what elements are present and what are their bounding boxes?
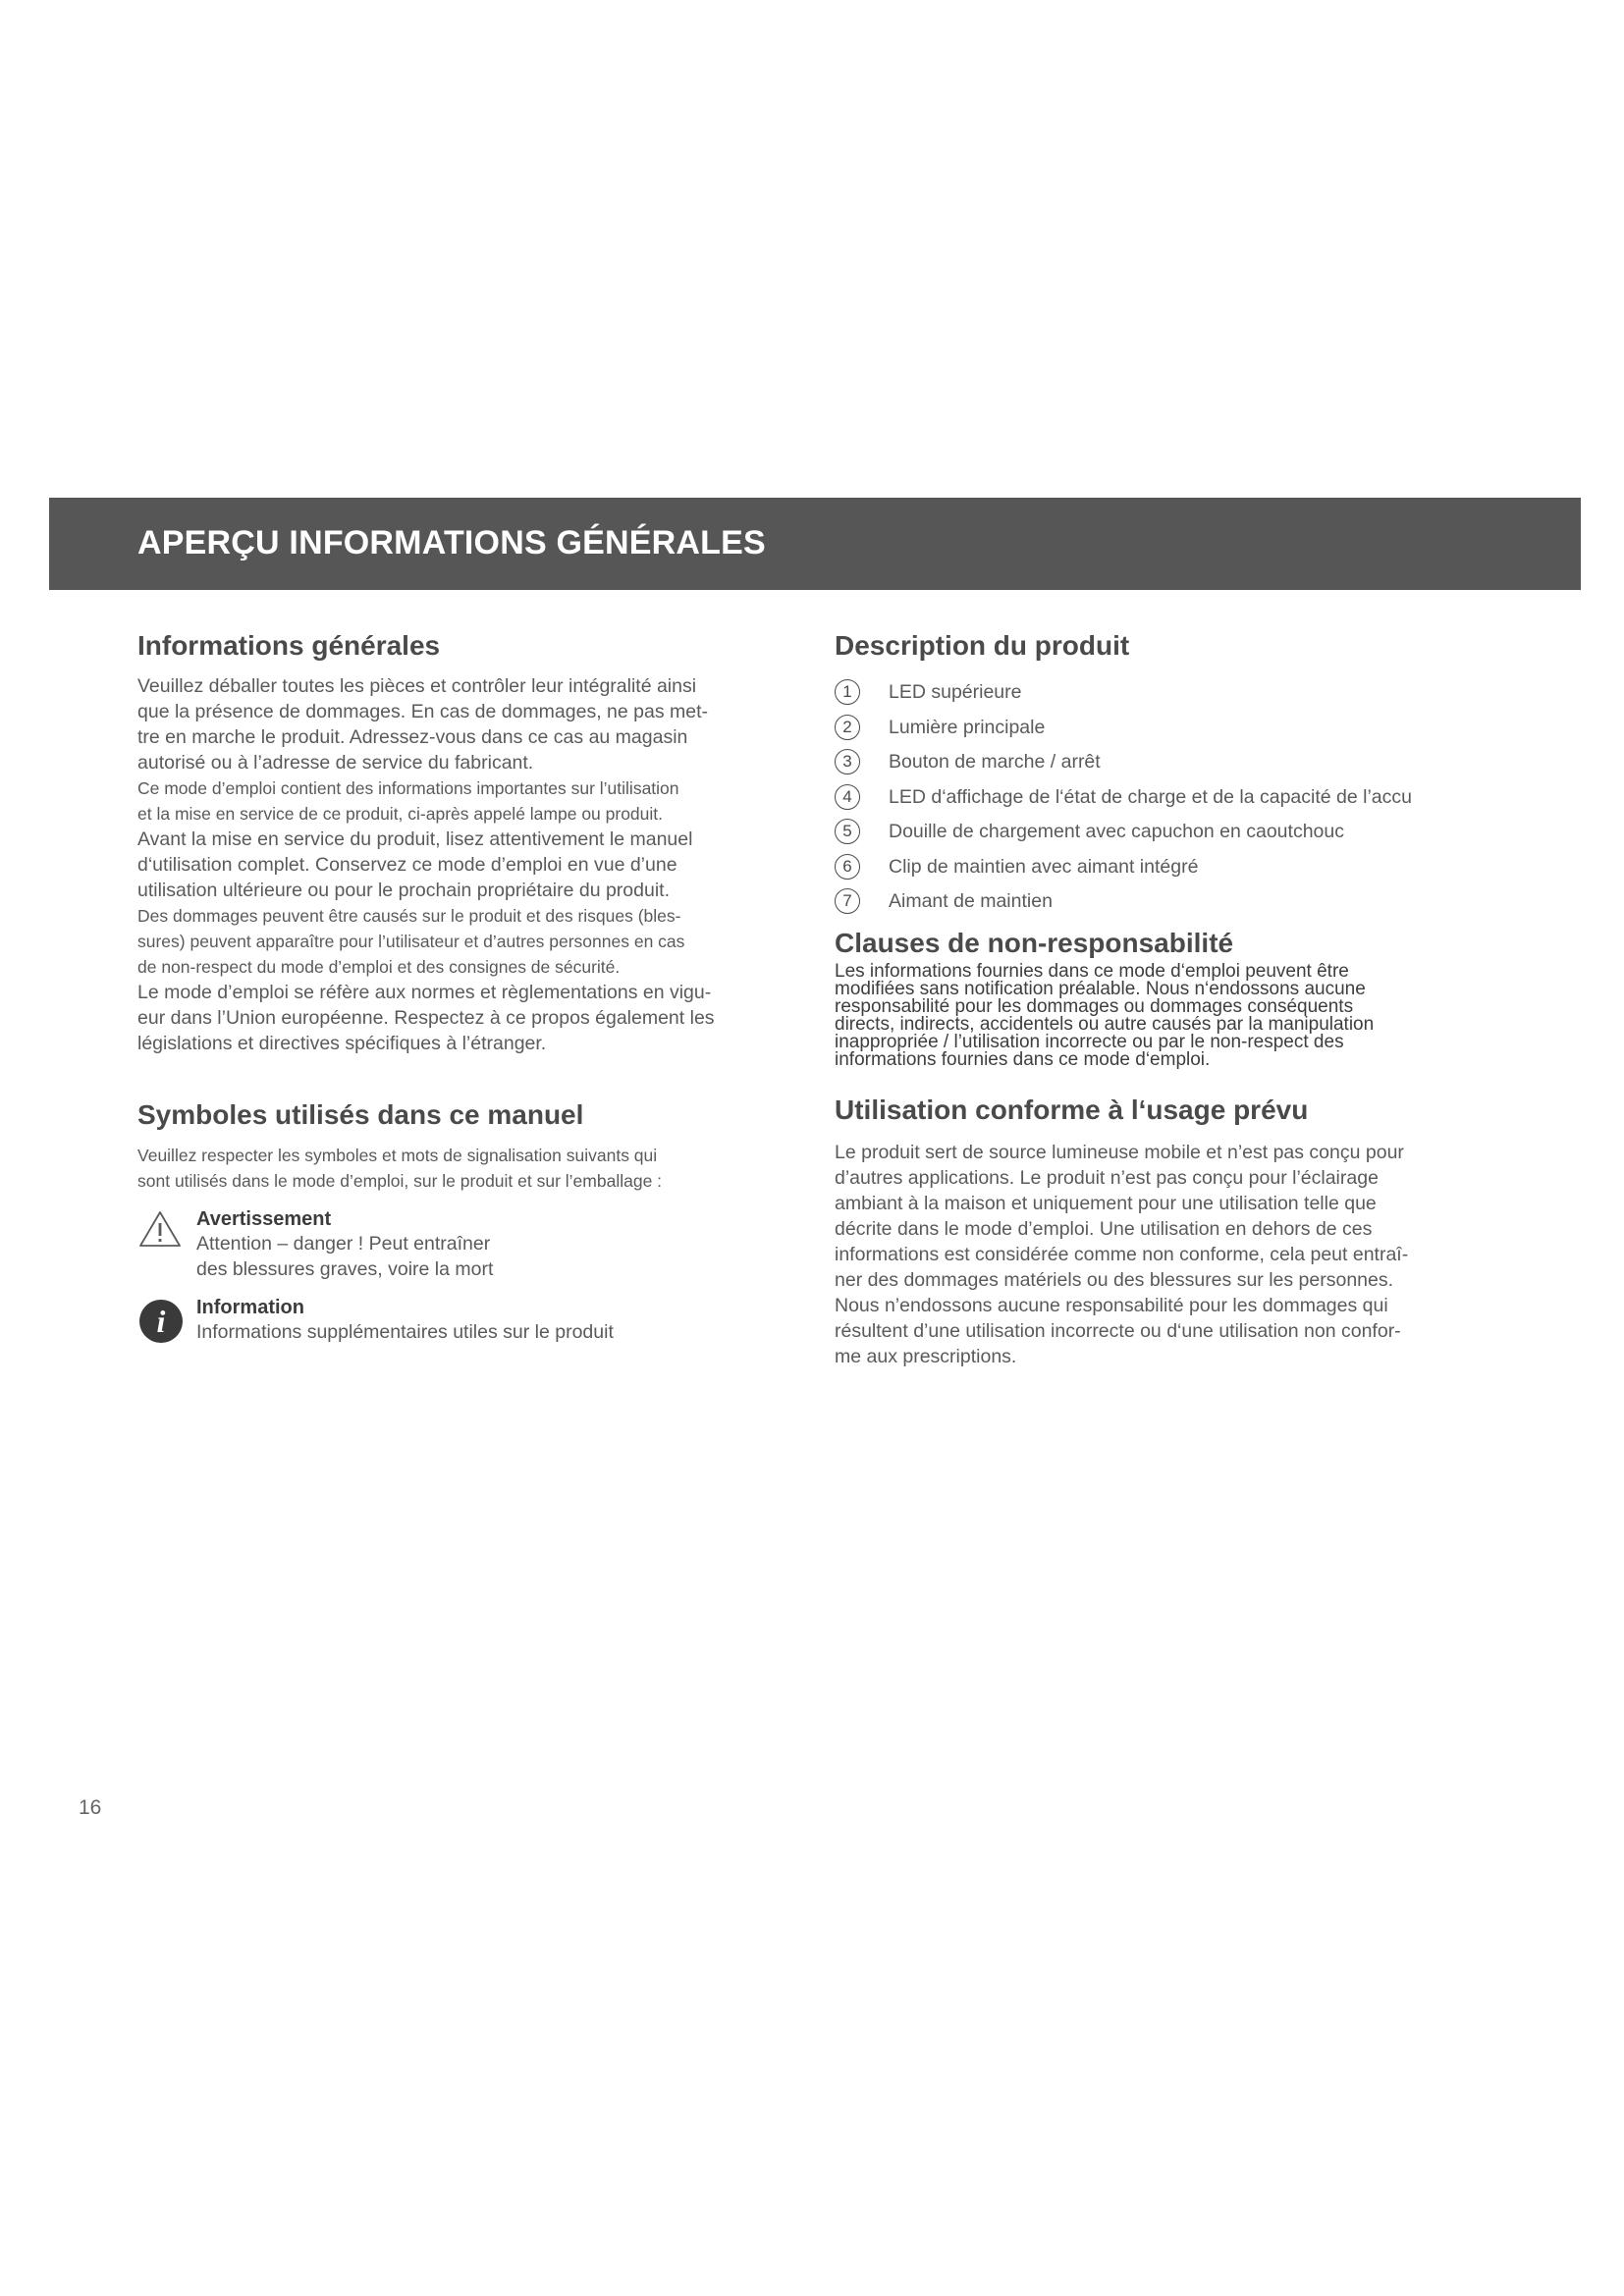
- list-item: [835, 675, 1492, 711]
- disclaimer-section: [835, 924, 1492, 1069]
- information-text: Informations supplémentaires utiles sur le produit: [196, 1321, 614, 1343]
- page-number: 16: [79, 1796, 102, 1819]
- number-circle: 4: [835, 784, 860, 810]
- list-item: [835, 711, 1492, 746]
- part-label: LED supérieure: [889, 681, 1022, 703]
- general-text-line: Des dommages peuvent être causés sur le produit et des risques (bles-: [137, 906, 681, 926]
- number-circle: 5: [835, 819, 860, 844]
- general-text-line: Avant la mise en service du produit, lisez attentivement le manuel: [137, 828, 693, 850]
- number-circle: 3: [835, 749, 860, 774]
- disclaimer-text-line: informations fournies dans ce mode d‘emploi.: [835, 1048, 1211, 1070]
- list-item: [835, 850, 1492, 885]
- disclaimer-text-line: directs, indirects, accidentels ou autre causés par la manipulation: [835, 1013, 1375, 1035]
- warning-label: Avertissement: [196, 1208, 332, 1230]
- intended-use-text-line: Le produit sert de source lumineuse mobile et n’est pas conçu pour: [835, 1141, 1404, 1163]
- warning-symbol-row: [137, 1207, 793, 1282]
- general-text-line: et la mise en service de ce produit, ci-après appelé lampe ou produit.: [137, 804, 664, 824]
- warning-text-line: des blessures graves, voire la mort: [196, 1258, 494, 1280]
- right-column: [835, 626, 1492, 1369]
- general-text-line: tre en marche le produit. Adressez-vous dans ce cas au magasin: [137, 726, 688, 748]
- general-text-line: d‘utilisation complet. Conservez ce mode d’emploi en vue d’une: [137, 854, 677, 876]
- general-text-line: que la présence de dommages. En cas de dommages, ne pas met-: [137, 701, 708, 722]
- product-description-section: [835, 626, 1492, 920]
- general-text-line: autorisé ou à l’adresse de service du fabricant.: [137, 752, 534, 774]
- information-label: Information: [196, 1297, 304, 1318]
- intended-use-text-line: me aux prescriptions.: [835, 1345, 1017, 1367]
- general-information-section: [137, 626, 793, 1056]
- general-text-line: sures) peuvent apparaître pour l’utilisateur et d’autres personnes en cas: [137, 932, 685, 951]
- product-description-heading: Description du produit: [835, 630, 1130, 661]
- info-icon: [137, 1298, 185, 1350]
- intended-use-text-line: informations est considérée comme non conforme, cela peut entraî-: [835, 1243, 1409, 1265]
- list-item: [835, 815, 1492, 850]
- number-circle: 7: [835, 888, 860, 914]
- general-text-line: Ce mode d’emploi contient des informations importantes sur l’utilisation: [137, 778, 679, 798]
- symbols-intro-line: Veuillez respecter les symboles et mots de signalisation suivants qui: [137, 1146, 658, 1165]
- intended-use-text-line: décrite dans le mode d’emploi. Une utilisation en dehors de ces: [835, 1217, 1373, 1240]
- left-column: [137, 626, 793, 1345]
- information-symbol-row: [137, 1296, 793, 1345]
- general-text-line: utilisation ultérieure ou pour le prochain propriétaire du produit.: [137, 880, 670, 901]
- general-text-line: législations et directives spécifiques à l’étranger.: [137, 1033, 547, 1054]
- page-title: APERÇU INFORMATIONS GÉNÉRALES: [137, 524, 766, 561]
- disclaimer-text-line: modifiées sans notification préalable. Nous n‘endossons aucune: [835, 978, 1366, 999]
- warning-text-line: Attention – danger ! Peut entraîner: [196, 1233, 491, 1255]
- part-label: Clip de maintien avec aimant intégré: [889, 855, 1199, 878]
- svg-text:i: i: [156, 1304, 166, 1339]
- number-circle: 1: [835, 679, 860, 705]
- header-bar: [49, 498, 1581, 590]
- warning-triangle-icon: [137, 1209, 183, 1254]
- intended-use-heading: Utilisation conforme à l‘usage prévu: [835, 1094, 1309, 1125]
- intended-use-section: [835, 1091, 1492, 1369]
- disclaimer-heading: Clauses de non-responsabilité: [835, 927, 1234, 958]
- part-label: Bouton de marche / arrêt: [889, 751, 1101, 773]
- general-text-line: eur dans l’Union européenne. Respectez à ce propos également les: [137, 1007, 715, 1029]
- list-item: [835, 884, 1492, 920]
- part-label: Aimant de maintien: [889, 890, 1053, 912]
- general-information-heading: Informations générales: [137, 630, 441, 661]
- list-item: [835, 745, 1492, 780]
- part-label: LED d‘affichage de l‘état de charge et de la capacité de l’accu: [889, 785, 1412, 808]
- intended-use-text-line: résultent d’une utilisation incorrecte ou d‘une utilisation non confor-: [835, 1319, 1401, 1342]
- general-text-line: de non-respect du mode d’emploi et des consignes de sécurité.: [137, 957, 621, 977]
- symbols-intro-line: sont utilisés dans le mode d’emploi, sur le produit et sur l’emballage :: [137, 1171, 663, 1191]
- disclaimer-text-line: responsabilité pour les dommages ou dommages conséquents: [835, 995, 1354, 1017]
- intended-use-text-line: Nous n’endossons aucune responsabilité pour les dommages qui: [835, 1294, 1388, 1316]
- list-item: [835, 780, 1492, 816]
- general-text-line: Le mode d’emploi se réfère aux normes et règlementations en vigu-: [137, 982, 712, 1003]
- intended-use-text-line: ner des dommages matériels ou des blessures sur les personnes.: [835, 1268, 1394, 1291]
- part-label: Douille de chargement avec capuchon en caoutchouc: [889, 821, 1344, 842]
- number-circle: 6: [835, 854, 860, 880]
- intended-use-text-line: ambiant à la maison et uniquement pour une utilisation telle que: [835, 1192, 1377, 1214]
- disclaimer-text-line: inappropriée / l’utilisation incorrecte ou par le non-respect des: [835, 1031, 1344, 1052]
- symbols-heading: Symboles utilisés dans ce manuel: [137, 1099, 584, 1130]
- symbols-section: [137, 1095, 793, 1345]
- number-circle: 2: [835, 715, 860, 740]
- intended-use-text-line: d’autres applications. Le produit n’est pas conçu pour l’éclairage: [835, 1166, 1379, 1189]
- disclaimer-text-line: Les informations fournies dans ce mode d‘emploi peuvent être: [835, 960, 1349, 982]
- general-text-line: Veuillez déballer toutes les pièces et contrôler leur intégralité ainsi: [137, 675, 697, 697]
- product-parts-list: [835, 675, 1492, 920]
- part-label: Lumière principale: [889, 716, 1046, 738]
